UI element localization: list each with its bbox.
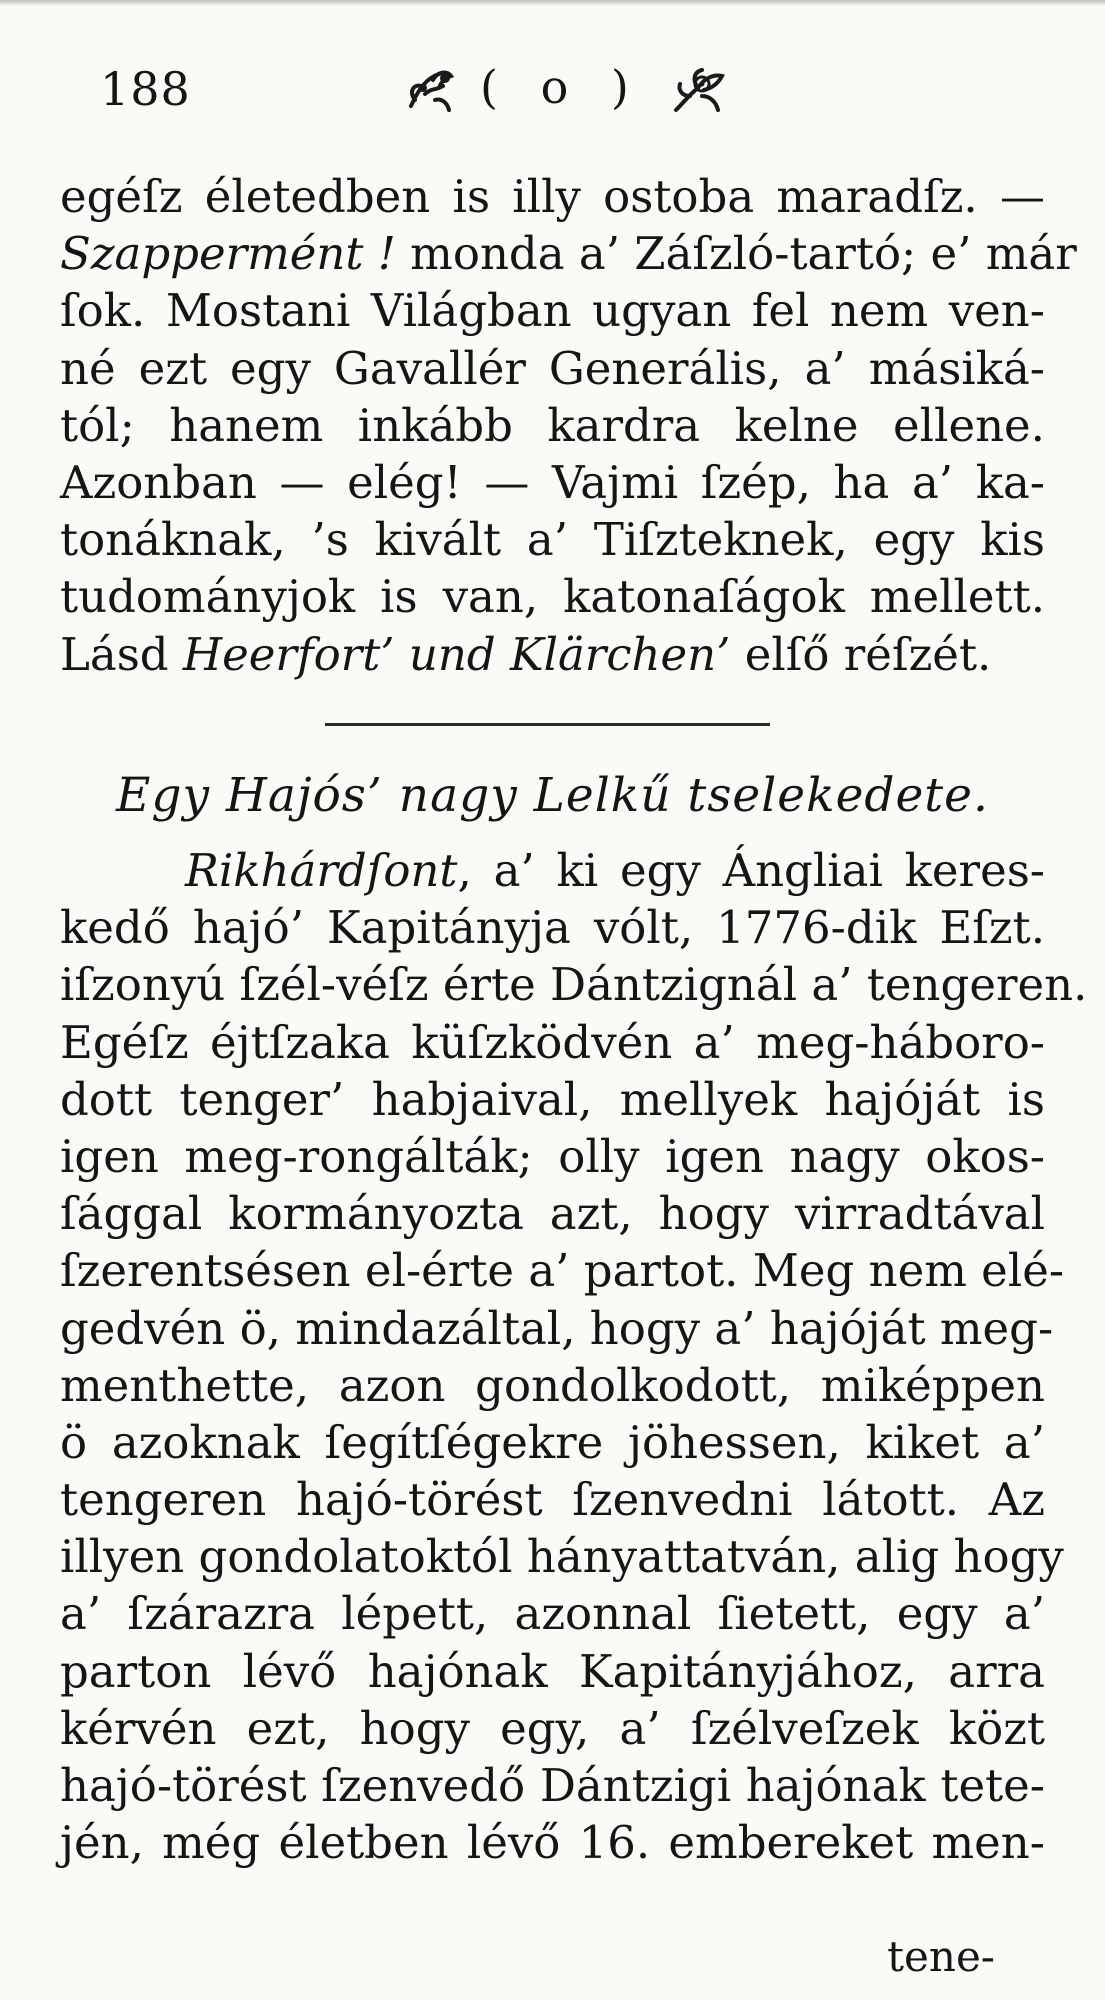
text-line: ſok. Mostani Világban ugyan fel nem ven- bbox=[60, 284, 1045, 338]
text-line: tonáknak, ’s kivált a’ Tiſzteknek, egy kis bbox=[60, 513, 1045, 567]
text-line: kedő hajó’ Kapitányja vólt, 1776-dik Eſzt. bbox=[60, 901, 1045, 955]
floral-ornament-right-icon bbox=[668, 66, 728, 126]
text-span: Lásd bbox=[60, 627, 183, 681]
text-line: Azonban — elég! — Vajmi ſzép, ha a’ ka- bbox=[60, 455, 1045, 509]
text-line: dott tenger’ habjaival, mellyek hajóját is bbox=[60, 1072, 1045, 1126]
text-line: menthette, azon gondolkodott, miképpen bbox=[60, 1358, 1045, 1412]
text-line: hajó-törést ſzenvedő Dántzigi hajónak tete- bbox=[60, 1759, 1045, 1812]
section-divider bbox=[325, 723, 770, 726]
text-line: igen meg-rongálták; olly igen nagy okos- bbox=[60, 1129, 1045, 1183]
top-paragraph bbox=[60, 168, 1077, 683]
text-line: illyen gondolatoktól hányattatván, alig hogy bbox=[60, 1530, 1064, 1584]
text-line bbox=[60, 626, 1045, 683]
catchword: tene- bbox=[887, 1932, 995, 1981]
text-line: a’ ſzárazra lépett, azonnal ſietett, egy a’ bbox=[60, 1587, 1045, 1641]
text-line: parton lévő hajónak Kapitányjához, arra bbox=[60, 1644, 1045, 1698]
text-line: Egéſz éjtſzaka küſzködvén a’ meg-háboro- bbox=[60, 1015, 1045, 1069]
text-line bbox=[60, 842, 1045, 899]
text-line: ſággal kormányozta azt, hogy virradtával bbox=[60, 1187, 1045, 1241]
text-line: tól; hanem inkább kardra kelne ellene. bbox=[60, 398, 1045, 452]
book-title-reference: Heerfort’ und Klärchen’ bbox=[182, 627, 731, 681]
page-header bbox=[0, 60, 1105, 130]
text-line: gedvén ö, mindazáltal, hogy a’ hajóját meg- bbox=[60, 1301, 1054, 1355]
text-line: ö azoknak ſegítſégekre jöhessen, kiket a’ bbox=[60, 1415, 1045, 1469]
text-line: kérvén ezt, hogy egy, a’ ſzélveſzek közt bbox=[60, 1701, 1045, 1755]
text-line: egéſz életedben is illy ostoba maradſz. — bbox=[60, 170, 1045, 223]
text-line: tengeren hajó-törést ſzenvedni látott. Az bbox=[60, 1473, 1045, 1527]
text-line: tudományjok is van, katonaſágok mellett. bbox=[60, 570, 1045, 624]
text-line: né ezt egy Gavallér Generális, a’ másiká- bbox=[60, 341, 1045, 395]
emphasis-text: Szappermént ! bbox=[60, 227, 396, 281]
text-line: ſzerentsésen el-érte a’ partot. Meg nem elé- bbox=[60, 1244, 1065, 1298]
person-name: Rikhárdſont bbox=[185, 844, 458, 897]
text-span: , a’ ki egy Ángliai keres- bbox=[457, 844, 1045, 897]
floral-ornament-left-icon bbox=[405, 66, 461, 126]
story-paragraph bbox=[60, 842, 1088, 1871]
text-span: elſő réſzét. bbox=[730, 627, 992, 681]
text-span: monda a’ Záſzló-tartó; e’ már bbox=[395, 227, 1077, 281]
section-title: Egy Hajós’ nagy Lelkű tselekedete. bbox=[116, 768, 989, 823]
text-line: iſzonyú ſzél-véſz érte Dántzignál a’ tengeren. bbox=[60, 958, 1088, 1012]
text-line bbox=[60, 225, 1077, 282]
text-line: jén, még életben lévő 16. embereket men- bbox=[60, 1816, 1045, 1870]
page-number: 188 bbox=[100, 62, 191, 116]
header-mark: ( o ) bbox=[480, 60, 643, 114]
page-edge-shadow bbox=[0, 0, 1105, 6]
